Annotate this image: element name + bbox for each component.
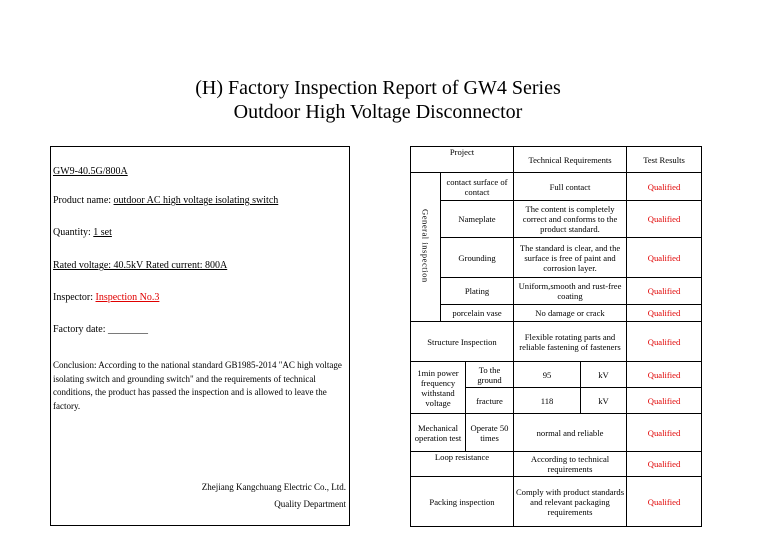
factory-date-blank: ________	[107, 324, 148, 335]
company-name: Zhejiang Kangchuang Electric Co., Ltd.	[201, 482, 346, 492]
table-row	[411, 362, 702, 388]
result-qualified: Qualified	[627, 173, 702, 201]
inspector-label: Inspector:	[53, 292, 96, 303]
result-qualified: Qualified	[627, 477, 702, 527]
fracture-value: 118	[514, 388, 581, 414]
mechanical-requirement: normal and reliable	[514, 414, 627, 452]
nameplate-requirement: The content is completely correct and conforms to the product standard.	[514, 201, 627, 238]
packing-requirement: Comply with product standards and relevant packaging requirements	[514, 477, 627, 527]
loop-resistance-requirement: According to technical requirements	[514, 452, 627, 477]
result-qualified: Qualified	[627, 452, 702, 477]
result-qualified: Qualified	[627, 388, 702, 414]
plating-item: Plating	[441, 278, 514, 305]
to-ground-value: 95	[514, 362, 581, 388]
quantity-label: Quantity:	[53, 227, 94, 238]
report-title	[0, 76, 756, 124]
result-qualified: Qualified	[627, 322, 702, 362]
product-name-value: outdoor AC high voltage isolating switch	[113, 195, 279, 206]
conclusion-text: Conclusion: According to the national standard GB1985-2014 "AC high voltage isolating switch and grounding switch" and the requirements of technical conditions, the product has passed the inspection and is allowed to leave the factory.	[53, 360, 342, 411]
nameplate-item: Nameplate	[441, 201, 514, 238]
factory-date-line	[53, 324, 148, 335]
header-project: Project	[411, 147, 514, 173]
grounding-item: Grounding	[441, 238, 514, 278]
quantity-line	[53, 227, 112, 238]
result-qualified: Qualified	[627, 305, 702, 322]
fracture-unit: kV	[581, 388, 627, 414]
packing-item: Packing inspection	[411, 477, 514, 527]
table-row	[411, 452, 702, 477]
quantity-value: 1 set	[93, 227, 112, 238]
to-ground-subitem: To the ground	[466, 362, 514, 388]
structure-item: Structure Inspection	[411, 322, 514, 362]
header-technical-requirements: Technical Requirements	[514, 147, 627, 173]
title-line-1: (H) Factory Inspection Report of GW4 Series	[195, 77, 561, 99]
result-qualified: Qualified	[627, 278, 702, 305]
grounding-requirement: The standard is clear, and the surface is free of paint and corrosion layer.	[514, 238, 627, 278]
contact-item: contact surface of contact	[441, 173, 514, 201]
table-row	[411, 238, 702, 278]
loop-resistance-item: Loop resistance	[411, 452, 514, 477]
table-row	[411, 414, 702, 452]
result-qualified: Qualified	[627, 414, 702, 452]
structure-requirement: Flexible rotating parts and reliable fastening of fasteners	[514, 322, 627, 362]
fracture-subitem: fracture	[466, 388, 514, 414]
table-row	[411, 322, 702, 362]
factory-date-label: Factory date:	[53, 324, 108, 335]
operate-subitem: Operate 50 times	[466, 414, 514, 452]
table-row	[411, 201, 702, 238]
product-name-label: Product name:	[53, 195, 114, 206]
title-line-2: Outdoor High Voltage Disconnector	[233, 101, 523, 123]
inspection-table	[410, 146, 702, 527]
result-qualified: Qualified	[627, 201, 702, 238]
inspector-value: Inspection No.3	[95, 292, 160, 303]
product-info-panel	[50, 146, 350, 526]
result-qualified: Qualified	[627, 238, 702, 278]
inspector-line	[53, 292, 159, 303]
product-name-line	[53, 195, 278, 206]
porcelain-item: porcelain vase	[441, 305, 514, 322]
rated-values: Rated voltage: 40.5kV Rated current: 800A	[53, 260, 228, 271]
model-number: GW9-40.5G/800A	[53, 166, 128, 177]
to-ground-unit: kV	[581, 362, 627, 388]
table-row	[411, 278, 702, 305]
porcelain-requirement: No damage or crack	[514, 305, 627, 322]
general-inspection-label: General inspection	[411, 173, 441, 322]
mechanical-test-item: Mechanical operation test	[411, 414, 466, 452]
table-row	[411, 305, 702, 322]
table-header-row	[411, 147, 702, 173]
department-name: Quality Department	[274, 499, 346, 509]
plating-requirement: Uniform,smooth and rust-free coating	[514, 278, 627, 305]
header-test-results: Test Results	[627, 147, 702, 173]
contact-requirement: Full contact	[514, 173, 627, 201]
table-row	[411, 477, 702, 527]
withstand-voltage-item: 1min power frequency withstand voltage	[411, 362, 466, 414]
table-row	[411, 173, 702, 201]
result-qualified: Qualified	[627, 362, 702, 388]
